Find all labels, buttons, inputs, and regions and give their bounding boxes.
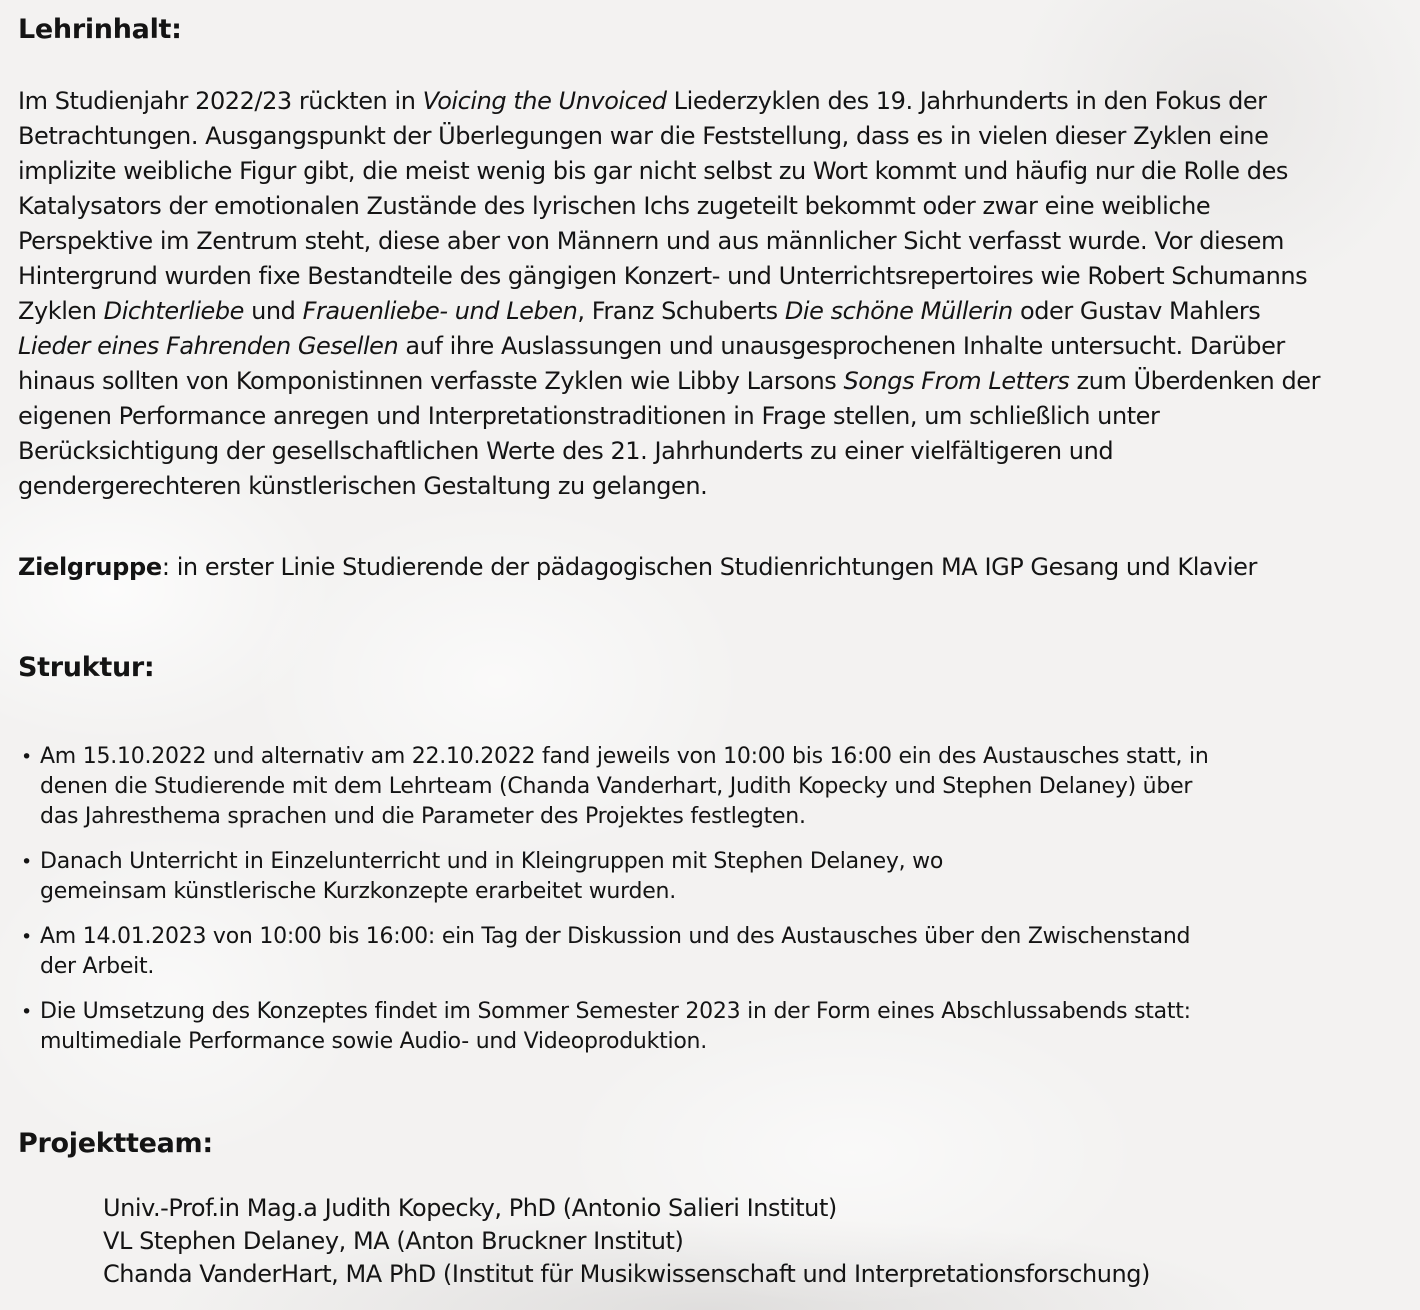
paragraph-line [18, 154, 1402, 189]
bullet-item [18, 742, 1402, 832]
paragraph-line [18, 399, 1402, 434]
text-run: Chanda VanderHart, MA PhD (Institut für Musikwissenschaft und Interpretationsforschung) [103, 1260, 1150, 1288]
team-member-line [103, 1225, 1402, 1258]
paragraph-line [18, 469, 1402, 504]
text-run: Liederzyklen des 19. Jahrhunderts in den Fokus der [666, 87, 1267, 115]
paragraph-line [18, 119, 1402, 154]
text-run: implizite weibliche Figur gibt, die meist wenig bis gar nicht selbst zu Wort kommt und häufig nur die Rolle des [18, 157, 1288, 185]
text-run: Zyklen [18, 297, 104, 325]
paragraph-line [18, 224, 1402, 259]
bullet-line [40, 1027, 1402, 1057]
bullet-line [40, 772, 1402, 802]
text-run: multimediale Performance sowie Audio- und Videoproduktion. [40, 1029, 707, 1054]
bullet-line [40, 877, 1402, 907]
bullet-line [40, 997, 1402, 1027]
zielgruppe-label: Zielgruppe [18, 553, 162, 581]
text-run: zum Überdenken der [1069, 367, 1320, 395]
text-run: , Franz Schuberts [577, 297, 785, 325]
paragraph-line [18, 189, 1402, 224]
struktur-bullet-list [18, 742, 1402, 1057]
text-run: gemeinsam künstlerische Kurzkonzepte erarbeitet wurden. [40, 879, 676, 904]
team-member-line [103, 1192, 1402, 1225]
text-run: das Jahresthema sprachen und die Parameter des Projektes festlegten. [40, 804, 806, 829]
text-run: Berücksichtigung der gesellschaftlichen Werte des 21. Jahrhunderts zu einer vielfältigeren und [18, 437, 1114, 465]
bullet-marker-icon: • [21, 851, 32, 873]
struktur-heading: Struktur: [18, 652, 155, 683]
paragraph-line [18, 259, 1402, 294]
lehrinhalt-paragraph [18, 84, 1402, 504]
italic-text-run: Dichterliebe [103, 297, 244, 325]
text-run: gendergerechteren künstlerischen Gestaltung zu gelangen. [18, 472, 708, 500]
bullet-item [18, 922, 1402, 982]
paragraph-line [18, 434, 1402, 469]
text-run: Perspektive im Zentrum steht, diese aber von Männern und aus männlicher Sicht verfasst wurde. Vor diesem [18, 227, 1284, 255]
bullet-line [40, 742, 1402, 772]
text-run: VL Stephen Delaney, MA (Anton Bruckner Institut) [103, 1227, 684, 1255]
paragraph-line [18, 84, 1402, 119]
text-run: Am 14.01.2023 von 10:00 bis 16:00: ein Tag der Diskussion und des Austausches über den Zwischenstand [40, 924, 1191, 949]
bullet-line [40, 922, 1402, 952]
text-run: oder Gustav Mahlers [1012, 297, 1261, 325]
paragraph-line [18, 294, 1402, 329]
bullet-item [18, 997, 1402, 1057]
bullet-marker-icon: • [21, 926, 32, 948]
paragraph-line [18, 329, 1402, 364]
zielgruppe-line [18, 550, 1402, 585]
lehrinhalt-heading: Lehrinhalt: [18, 14, 182, 45]
text-run: Hintergrund wurden fixe Bestandteile des gängigen Konzert- und Unterrichtsrepertoires wie Robert Schumanns [18, 262, 1308, 290]
team-member-line [103, 1258, 1402, 1291]
bullet-marker-icon: • [21, 1001, 32, 1023]
zielgruppe-text: : in erster Linie Studierende der pädagogischen Studienrichtungen MA IGP Gesang und Klavier [161, 553, 1257, 581]
text-run: eigenen Performance anregen und Interpretationstraditionen in Frage stellen, um schließlich unter [18, 402, 1160, 430]
text-run: hinaus sollten von Komponistinnen verfasste Zyklen wie Libby Larsons [18, 367, 844, 395]
projektteam-list [103, 1192, 1402, 1291]
text-run: Betrachtungen. Ausgangspunkt der Überlegungen war die Feststellung, dass es in vielen dieser Zyklen eine [18, 122, 1269, 150]
text-run: Katalysators der emotionalen Zustände des lyrischen Ichs zugeteilt bekommt oder zwar eine weibliche [18, 192, 1211, 220]
bullet-line [40, 847, 1402, 877]
text-run: denen die Studierende mit dem Lehrteam (Chanda Vanderhart, Judith Kopecky und Stephen Delaney) über [40, 774, 1193, 799]
bullet-line [40, 802, 1402, 832]
italic-text-run: Voicing the Unvoiced [422, 87, 667, 115]
text-run: der Arbeit. [40, 954, 155, 979]
italic-text-run: Lieder eines Fahrenden Gesellen [18, 332, 399, 360]
bullet-line [40, 952, 1402, 982]
text-run: Am 15.10.2022 und alternativ am 22.10.2022 fand jeweils von 10:00 bis 16:00 ein des Austausches statt, in [40, 744, 1209, 769]
projektteam-heading: Projektteam: [18, 1128, 213, 1159]
text-run: Univ.-Prof.in Mag.a Judith Kopecky, PhD (Antonio Salieri Institut) [103, 1194, 837, 1222]
text-run: Die Umsetzung des Konzeptes findet im Sommer Semester 2023 in der Form eines Abschlussabends statt: [40, 999, 1191, 1024]
italic-text-run: Die schöne Müllerin [784, 297, 1013, 325]
bullet-item [18, 847, 1402, 907]
italic-text-run: Frauenliebe- und Leben [302, 297, 578, 325]
text-run: Danach Unterricht in Einzelunterricht und in Kleingruppen mit Stephen Delaney, wo [40, 849, 944, 874]
text-run: und [243, 297, 303, 325]
paragraph-line [18, 364, 1402, 399]
bullet-marker-icon: • [21, 746, 32, 768]
text-run: Im Studienjahr 2022/23 rückten in [18, 87, 423, 115]
italic-text-run: Songs From Letters [843, 367, 1070, 395]
text-run: auf ihre Auslassungen und unausgesprochenen Inhalte untersucht. Darüber [398, 332, 1285, 360]
